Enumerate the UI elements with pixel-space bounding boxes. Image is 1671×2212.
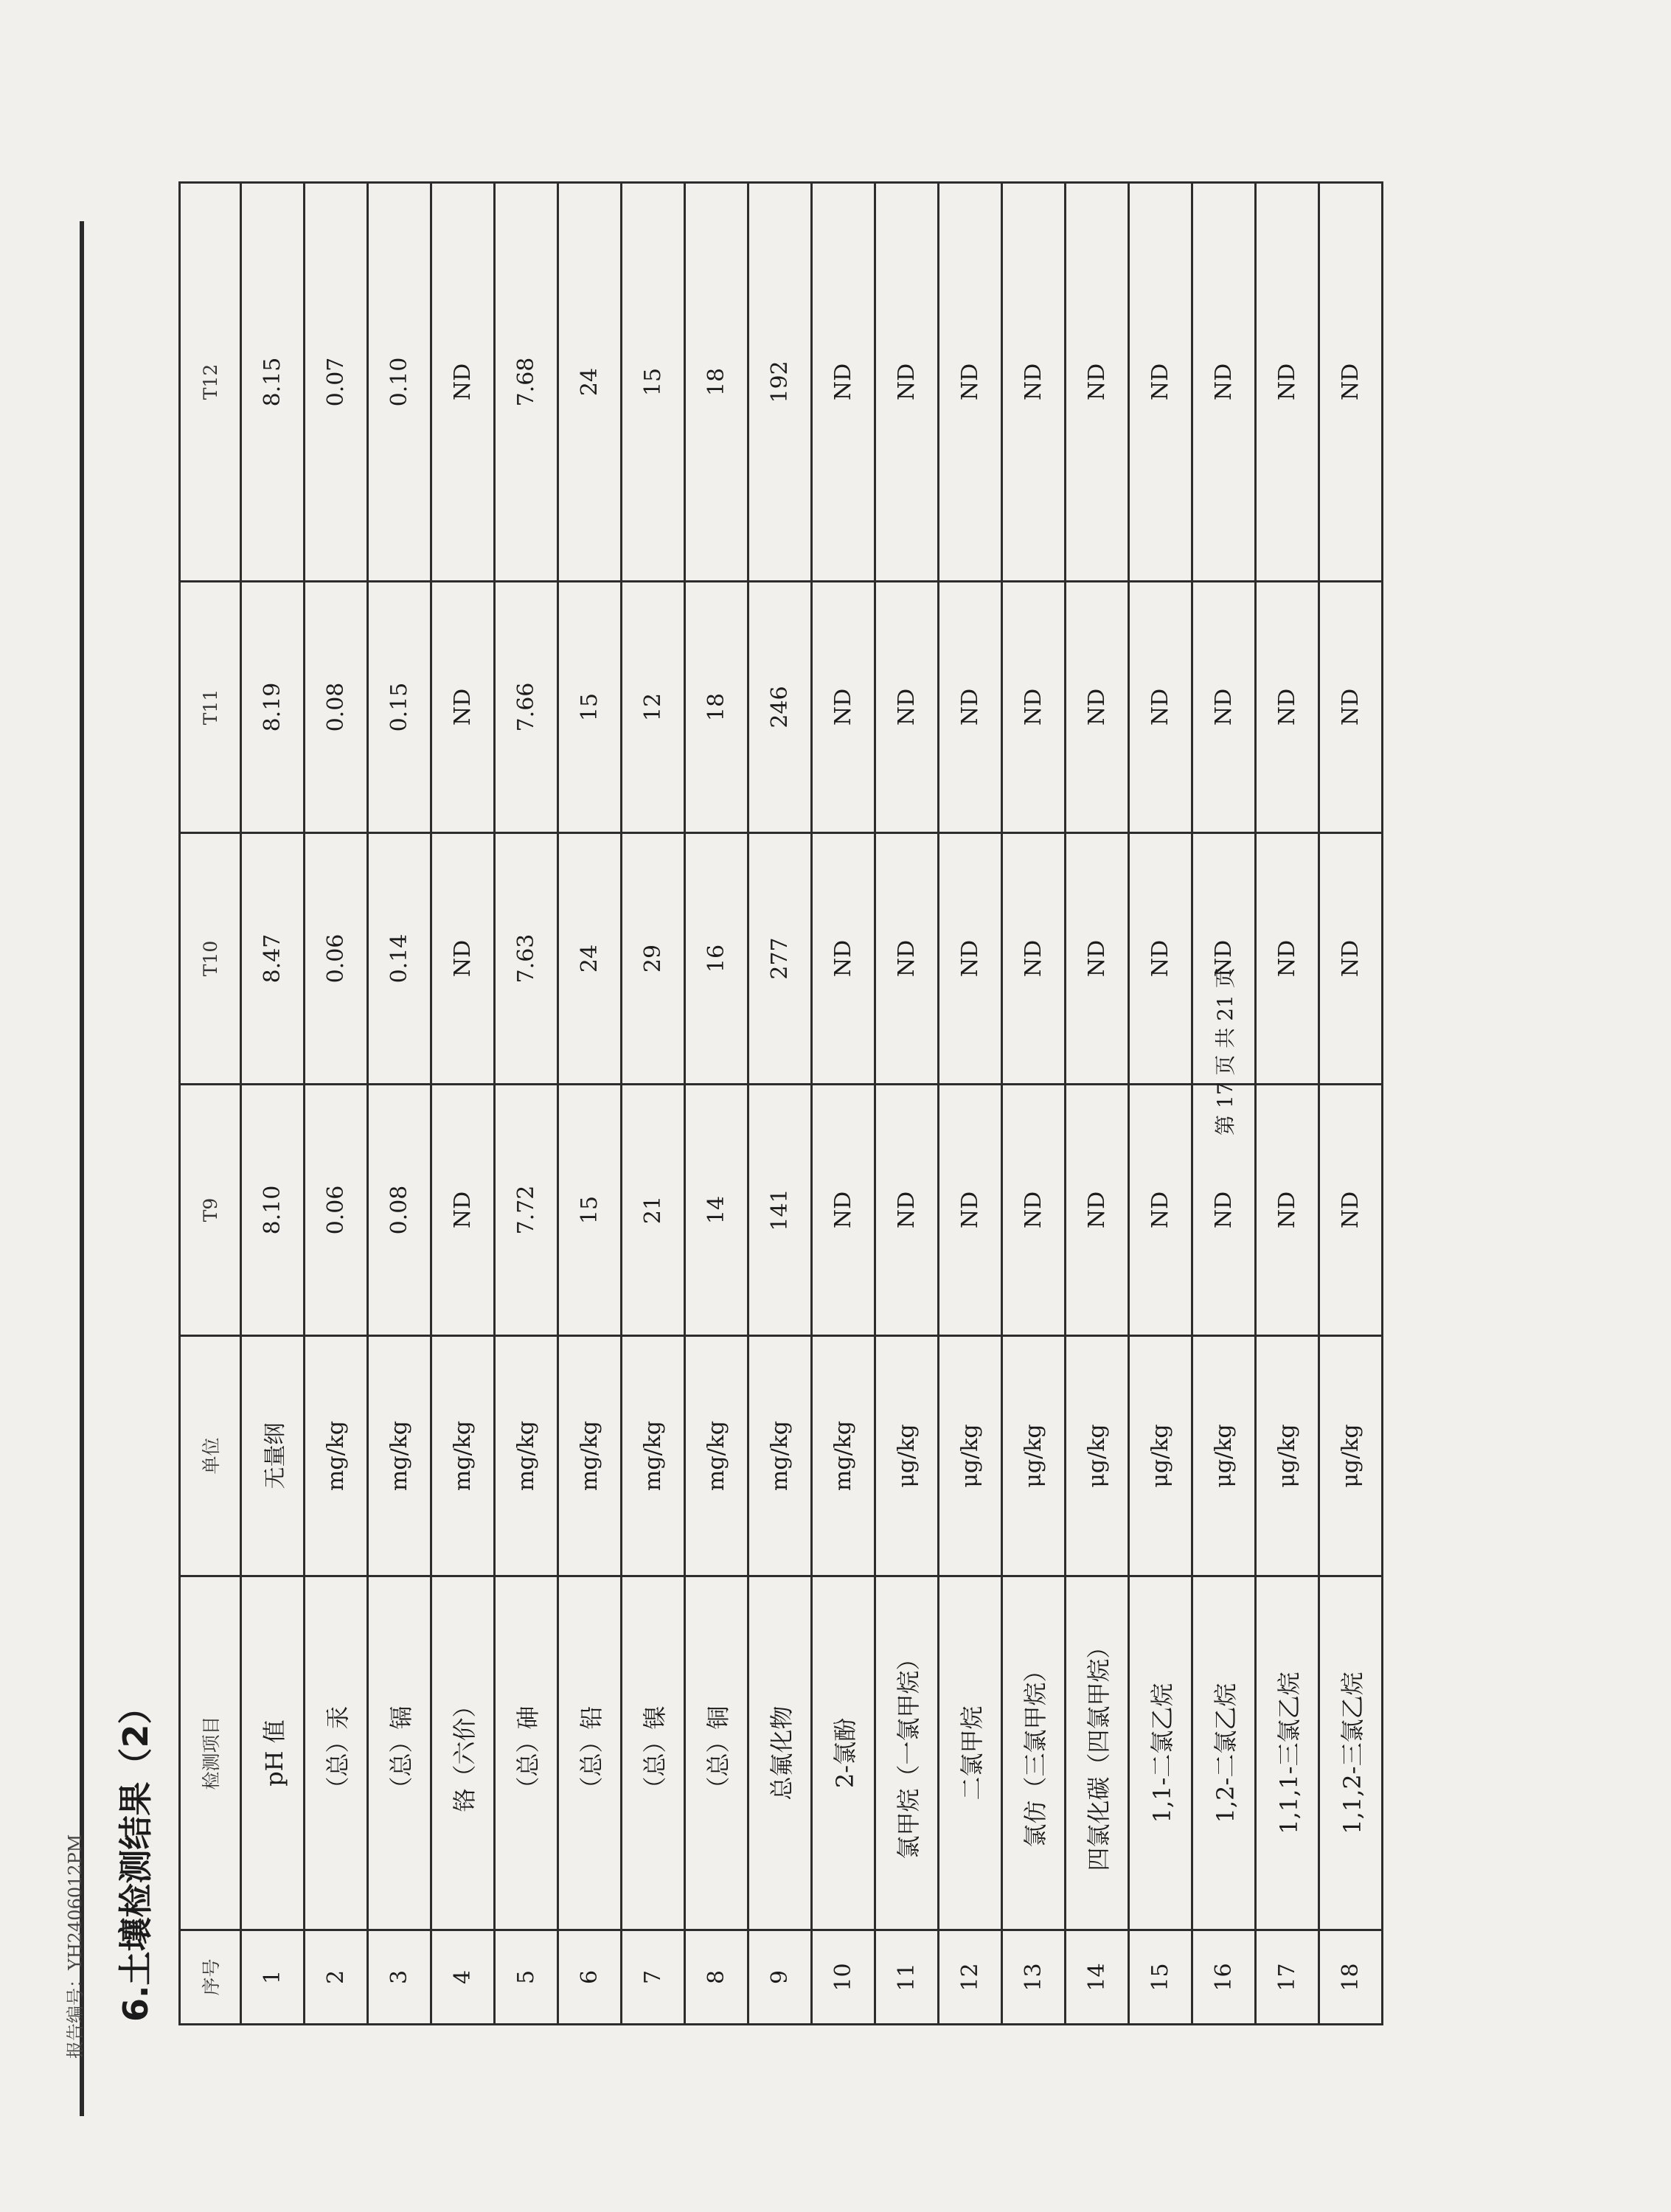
cell-t10: ND [812, 833, 875, 1085]
soil-results-table [178, 181, 1383, 2025]
cell-t12: 15 [622, 183, 685, 582]
cell-t9: 0.06 [305, 1085, 368, 1336]
cell-t9: ND [1256, 1085, 1319, 1336]
table-row [241, 183, 305, 2025]
cell-unit: mg/kg [685, 1336, 748, 1576]
cell-t11: 7.66 [495, 582, 558, 833]
cell-t12: ND [1319, 183, 1383, 582]
cell-t12: 192 [748, 183, 812, 582]
cell-item: 1,1,2-三氯乙烷 [1319, 1576, 1383, 1930]
cell-t11: ND [812, 582, 875, 833]
header-item: 检测项目 [180, 1576, 241, 1930]
cell-t12: ND [875, 183, 939, 582]
cell-t11: ND [875, 582, 939, 833]
cell-t9: ND [1129, 1085, 1192, 1336]
cell-t9: ND [1066, 1085, 1129, 1336]
table-row [1066, 183, 1129, 2025]
table-row [431, 183, 495, 2025]
table-row [622, 183, 685, 2025]
cell-item: （总）砷 [495, 1576, 558, 1930]
cell-t9: 21 [622, 1085, 685, 1336]
cell-index: 2 [305, 1930, 368, 2025]
cell-t11: ND [1256, 582, 1319, 833]
cell-t11: ND [1319, 582, 1383, 833]
cell-t12: ND [1192, 183, 1256, 582]
cell-index: 12 [939, 1930, 1002, 2025]
cell-t10: ND [1002, 833, 1066, 1085]
cell-t11: 12 [622, 582, 685, 833]
cell-index: 4 [431, 1930, 495, 2025]
cell-t11: 0.15 [368, 582, 431, 833]
cell-unit: mg/kg [495, 1336, 558, 1576]
cell-t10: ND [1192, 833, 1256, 1085]
cell-t11: ND [1066, 582, 1129, 833]
cell-unit: μg/kg [875, 1336, 939, 1576]
cell-t11: 0.08 [305, 582, 368, 833]
cell-t9: 14 [685, 1085, 748, 1336]
cell-item: 1,1-二氯乙烷 [1129, 1576, 1192, 1930]
cell-t11: 18 [685, 582, 748, 833]
cell-unit: mg/kg [305, 1336, 368, 1576]
cell-t12: ND [1129, 183, 1192, 582]
cell-t10: ND [1129, 833, 1192, 1085]
cell-unit: μg/kg [1129, 1336, 1192, 1576]
cell-t9: ND [431, 1085, 495, 1336]
cell-item: 氯仿（三氯甲烷） [1002, 1576, 1066, 1930]
cell-t11: ND [1129, 582, 1192, 833]
cell-item: 氯甲烷（一氯甲烷） [875, 1576, 939, 1930]
cell-item: 1,2-二氯乙烷 [1192, 1576, 1256, 1930]
cell-unit: μg/kg [1319, 1336, 1383, 1576]
cell-t11: ND [431, 582, 495, 833]
cell-index: 1 [241, 1930, 305, 2025]
cell-t10: 0.14 [368, 833, 431, 1085]
table-row [939, 183, 1002, 2025]
table-row [368, 183, 431, 2025]
cell-t10: 0.06 [305, 833, 368, 1085]
cell-t12: ND [812, 183, 875, 582]
cell-item: 铬（六价） [431, 1576, 495, 1930]
cell-t9: 0.08 [368, 1085, 431, 1336]
table-row [1256, 183, 1319, 2025]
cell-t11: ND [939, 582, 1002, 833]
header-t12: T12 [180, 183, 241, 582]
cell-index: 17 [1256, 1930, 1319, 2025]
cell-t9: ND [812, 1085, 875, 1336]
header-t11: T11 [180, 582, 241, 833]
cell-item: 四氯化碳（四氯甲烷） [1066, 1576, 1129, 1930]
cell-t10: 277 [748, 833, 812, 1085]
cell-index: 16 [1192, 1930, 1256, 2025]
cell-index: 10 [812, 1930, 875, 2025]
cell-item: （总）汞 [305, 1576, 368, 1930]
cell-unit: mg/kg [812, 1336, 875, 1576]
cell-index: 9 [748, 1930, 812, 2025]
cell-t12: 0.07 [305, 183, 368, 582]
cell-unit: μg/kg [939, 1336, 1002, 1576]
cell-item: （总）镉 [368, 1576, 431, 1930]
cell-index: 13 [1002, 1930, 1066, 2025]
cell-t10: 24 [558, 833, 622, 1085]
cell-item: （总）铅 [558, 1576, 622, 1930]
cell-unit: mg/kg [622, 1336, 685, 1576]
cell-t10: 16 [685, 833, 748, 1085]
header-rule [80, 221, 84, 2116]
cell-t12: 18 [685, 183, 748, 582]
cell-t11: 246 [748, 582, 812, 833]
cell-t12: ND [431, 183, 495, 582]
cell-unit: mg/kg [748, 1336, 812, 1576]
cell-index: 8 [685, 1930, 748, 2025]
table-row [748, 183, 812, 2025]
cell-t11: ND [1002, 582, 1066, 833]
cell-index: 14 [1066, 1930, 1129, 2025]
cell-t10: ND [875, 833, 939, 1085]
cell-t10: 29 [622, 833, 685, 1085]
cell-index: 15 [1129, 1930, 1192, 2025]
cell-unit: mg/kg [558, 1336, 622, 1576]
cell-t9: 8.10 [241, 1085, 305, 1336]
page-number: 第 17 页 共 21 页 [1213, 967, 1237, 1135]
cell-t12: ND [1256, 183, 1319, 582]
cell-item: （总）铜 [685, 1576, 748, 1930]
table-row [875, 183, 939, 2025]
cell-t10: 7.63 [495, 833, 558, 1085]
section-title: 6.土壤检测结果（2） [116, 1690, 156, 2022]
cell-t10: ND [1066, 833, 1129, 1085]
cell-t9: 7.72 [495, 1085, 558, 1336]
table-row [305, 183, 368, 2025]
cell-t12: ND [1066, 183, 1129, 582]
cell-unit: μg/kg [1002, 1336, 1066, 1576]
cell-index: 3 [368, 1930, 431, 2025]
cell-unit: mg/kg [431, 1336, 495, 1576]
cell-unit: 无量纲 [241, 1336, 305, 1576]
cell-item: 1,1,1-三氯乙烷 [1256, 1576, 1319, 1930]
cell-t9: 141 [748, 1085, 812, 1336]
cell-unit: μg/kg [1192, 1336, 1256, 1576]
cell-t12: ND [1002, 183, 1066, 582]
cell-unit: μg/kg [1256, 1336, 1319, 1576]
table-row [812, 183, 875, 2025]
cell-t11: ND [1192, 582, 1256, 833]
cell-t9: ND [1192, 1085, 1256, 1336]
table-row [1002, 183, 1066, 2025]
cell-t10: ND [1256, 833, 1319, 1085]
cell-item: 2-氯酚 [812, 1576, 875, 1930]
report-number: 报告编号：YH2406012PM [65, 1834, 86, 2059]
cell-t12: 8.15 [241, 183, 305, 582]
cell-index: 6 [558, 1930, 622, 2025]
cell-t12: 0.10 [368, 183, 431, 582]
header-unit: 单位 [180, 1336, 241, 1576]
cell-t10: 8.47 [241, 833, 305, 1085]
cell-t10: ND [1319, 833, 1383, 1085]
cell-item: （总）镍 [622, 1576, 685, 1930]
cell-index: 7 [622, 1930, 685, 2025]
cell-item: pH 值 [241, 1576, 305, 1930]
header-t10: T10 [180, 833, 241, 1085]
header-t9: T9 [180, 1085, 241, 1336]
cell-unit: μg/kg [1066, 1336, 1129, 1576]
cell-t9: 15 [558, 1085, 622, 1336]
table-row [495, 183, 558, 2025]
cell-unit: mg/kg [368, 1336, 431, 1576]
cell-t9: ND [939, 1085, 1002, 1336]
header-index: 序号 [180, 1930, 241, 2025]
table-row [1319, 183, 1383, 2025]
cell-t12: 24 [558, 183, 622, 582]
cell-item: 二氯甲烷 [939, 1576, 1002, 1930]
cell-item: 总氟化物 [748, 1576, 812, 1930]
table-header-row [180, 183, 241, 2025]
table-row [558, 183, 622, 2025]
cell-t9: ND [1319, 1085, 1383, 1336]
cell-t12: 7.68 [495, 183, 558, 582]
cell-index: 5 [495, 1930, 558, 2025]
cell-t11: 15 [558, 582, 622, 833]
cell-t9: ND [1002, 1085, 1066, 1336]
cell-index: 11 [875, 1930, 939, 2025]
cell-t10: ND [939, 833, 1002, 1085]
cell-t9: ND [875, 1085, 939, 1336]
table-row [1129, 183, 1192, 2025]
cell-index: 18 [1319, 1930, 1383, 2025]
table-row [685, 183, 748, 2025]
cell-t12: ND [939, 183, 1002, 582]
cell-t11: 8.19 [241, 582, 305, 833]
cell-t10: ND [431, 833, 495, 1085]
